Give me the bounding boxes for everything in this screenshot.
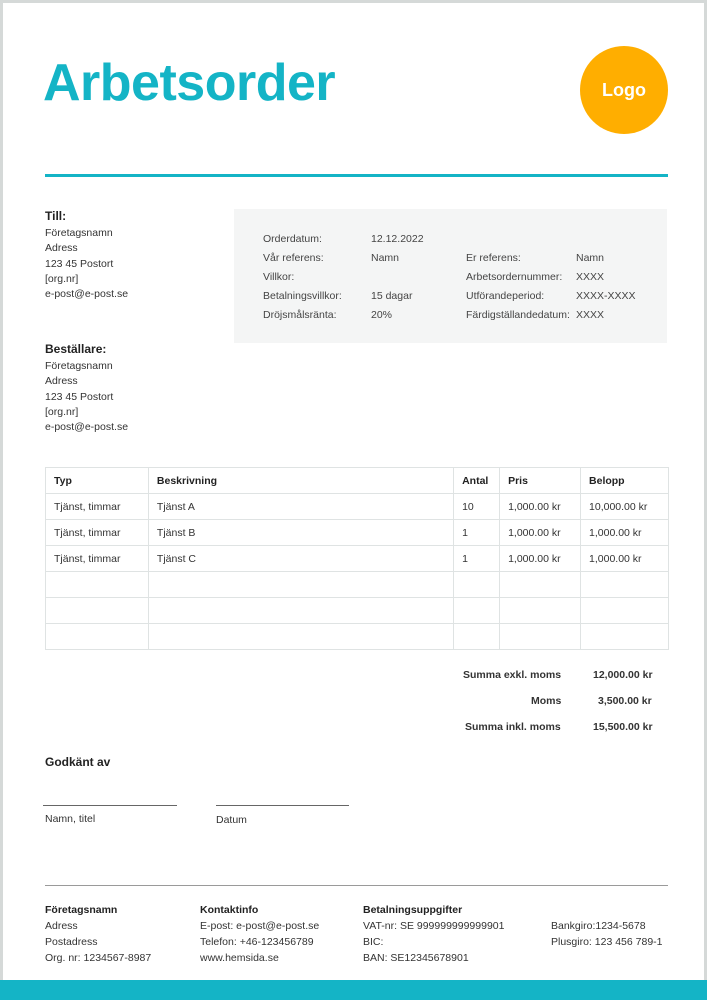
total-label: Moms [531, 695, 562, 707]
table-cell [46, 624, 149, 650]
total-label: Summa inkl. moms [465, 721, 561, 733]
footer-company-heading: Företagsnamn [45, 904, 118, 916]
info-value: 15 dagar [371, 290, 413, 302]
info-label: Er referens: [466, 252, 521, 264]
table-cell [581, 572, 669, 598]
info-label: Vår referens: [263, 252, 324, 264]
table-cell: 10 [454, 494, 500, 520]
table-cell: Tjänst A [148, 494, 453, 520]
recipient-line: e-post@e-post.se [45, 288, 129, 301]
table-cell: Tjänst, timmar [46, 520, 149, 546]
table-cell: 1,000.00 kr [500, 546, 581, 572]
table-cell [148, 572, 453, 598]
table-cell: 1 [454, 520, 500, 546]
table-cell [581, 624, 669, 650]
footer-payment-heading: Betalningsuppgifter [363, 904, 463, 916]
info-label: Arbetsordernummer: [466, 271, 563, 283]
table-row [46, 520, 669, 546]
orderer-line: Adress [45, 375, 78, 388]
total-value: 12,000.00 kr [593, 669, 653, 681]
footer-contact-heading: Kontaktinfo [200, 904, 259, 916]
footer-line: Org. nr: 1234567-8987 [45, 952, 152, 964]
signature-date-label: Datum [216, 814, 247, 826]
footer-company [45, 902, 151, 966]
footer-accent-bar [0, 980, 707, 1000]
footer-line: Telefon: +46-123456789 [200, 936, 314, 948]
orderer-line: [org.nr] [45, 405, 79, 418]
orderer-line: 123 45 Postort [45, 390, 114, 403]
column-header: Pris [500, 468, 581, 494]
info-value: XXXX [576, 271, 605, 283]
footer-line: BIC: [363, 936, 384, 948]
table-cell: Tjänst B [148, 520, 453, 546]
info-label: Dröjsmålsränta: [263, 309, 337, 321]
info-value: XXXX [576, 309, 605, 321]
orderer-line: e-post@e-post.se [45, 421, 129, 434]
orderer-line: Företagsnamn [45, 360, 113, 373]
table-cell: 1,000.00 kr [500, 520, 581, 546]
info-value: 20% [371, 309, 393, 321]
footer-line: Plusgiro: 123 456 789-1 [551, 936, 663, 948]
table-cell [500, 598, 581, 624]
orderer-block [45, 342, 128, 435]
table-cell [454, 598, 500, 624]
table-cell [581, 598, 669, 624]
table-cell: 1,000.00 kr [581, 520, 669, 546]
recipient-block [45, 209, 128, 302]
items-table [45, 467, 669, 650]
table-cell [148, 624, 453, 650]
table-row [46, 494, 669, 520]
table-cell: 1 [454, 546, 500, 572]
info-value: Namn [576, 252, 605, 264]
footer-line: VAT-nr: SE 999999999999901 [363, 920, 505, 932]
table-cell: 1,000.00 kr [581, 546, 669, 572]
table-cell [500, 624, 581, 650]
info-label: Orderdatum: [263, 233, 322, 245]
recipient-line: Företagsnamn [45, 227, 113, 240]
info-value: Namn [371, 252, 400, 264]
info-value: 12.12.2022 [371, 233, 424, 245]
table-row [46, 572, 669, 598]
info-label: Utförandeperiod: [466, 290, 545, 302]
signature-line-name [43, 805, 177, 806]
total-value: 15,500.00 kr [593, 721, 653, 733]
recipient-heading: Till: [45, 209, 67, 223]
table-cell: 10,000.00 kr [581, 494, 669, 520]
orderer-heading: Beställare: [45, 342, 107, 356]
table-header-row [46, 468, 669, 494]
table-cell: Tjänst C [148, 546, 453, 572]
approval-heading: Godkänt av [45, 755, 111, 769]
table-cell: Tjänst, timmar [46, 546, 149, 572]
footer-line: Bankgiro:1234-5678 [551, 920, 646, 932]
footer-bank [551, 918, 663, 950]
table-row [46, 598, 669, 624]
table-cell: Tjänst, timmar [46, 494, 149, 520]
footer-line: www.hemsida.se [200, 952, 279, 964]
recipient-line: 123 45 Postort [45, 257, 114, 270]
table-cell [46, 598, 149, 624]
table-cell [500, 572, 581, 598]
info-label: Betalningsvillkor: [263, 290, 342, 302]
recipient-line: Adress [45, 242, 78, 255]
logo: Logo [580, 46, 668, 134]
total-label: Summa exkl. moms [463, 669, 562, 681]
recipient-line: [org.nr] [45, 272, 79, 285]
table-cell: 1,000.00 kr [500, 494, 581, 520]
footer-line: Adress [45, 920, 78, 932]
total-value: 3,500.00 kr [598, 695, 652, 707]
footer-line: BAN: SE12345678901 [363, 952, 469, 964]
info-label: Villkor: [263, 271, 295, 283]
order-info-panel [234, 209, 667, 343]
table-row [46, 624, 669, 650]
table-row [46, 546, 669, 572]
table-cell [148, 598, 453, 624]
footer-line: E-post: e-post@e-post.se [200, 920, 320, 932]
info-label: Färdigställandedatum: [466, 309, 570, 321]
table-cell [454, 572, 500, 598]
header-divider [45, 174, 668, 177]
table-cell [454, 624, 500, 650]
footer-divider [45, 885, 668, 886]
column-header: Antal [454, 468, 500, 494]
footer-payment [363, 902, 504, 966]
signature-name-label: Namn, titel [45, 813, 96, 825]
document-title: Arbetsorder [43, 54, 336, 112]
footer-line: Postadress [45, 936, 98, 948]
column-header: Typ [46, 468, 149, 494]
footer-contact [200, 902, 319, 966]
signature-line-date [216, 805, 349, 806]
column-header: Beskrivning [148, 468, 453, 494]
table-cell [46, 572, 149, 598]
info-value: XXXX-XXXX [576, 290, 636, 302]
column-header: Belopp [581, 468, 669, 494]
